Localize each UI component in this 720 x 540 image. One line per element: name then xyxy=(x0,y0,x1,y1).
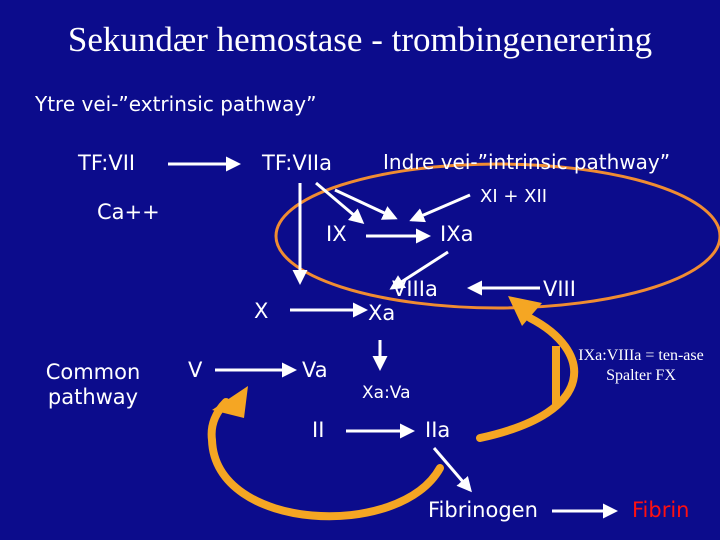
node-viii: VIII xyxy=(543,277,576,301)
orange-tenase-accent xyxy=(552,346,560,408)
orange-feedback-left xyxy=(212,402,440,516)
arrow-xixii-ixa xyxy=(412,195,470,220)
node-xa: Xa xyxy=(368,301,396,325)
page-title: Sekundær hemostase - trombingenerering xyxy=(67,20,653,59)
extrinsic-pathway-label: Ytre vei-”extrinsic pathway” xyxy=(35,92,317,116)
node-v: V xyxy=(188,358,203,382)
node-ix: IX xyxy=(326,222,347,246)
common-pathway-text: Common pathway xyxy=(45,360,141,410)
common-pathway-label xyxy=(38,360,148,410)
node-fibrinogen: Fibrinogen xyxy=(428,498,538,522)
tenase-note: IXa:VIIIa = ten-ase Spalter FX xyxy=(578,347,704,384)
node-va: Va xyxy=(302,358,328,382)
node-ca: Ca++ xyxy=(97,200,160,224)
node-x: X xyxy=(254,299,269,323)
node-xi-xii: XI + XII xyxy=(480,186,548,207)
node-tf-viia: TF:VIIa xyxy=(262,151,332,175)
node-xa-va: Xa:Va xyxy=(362,383,411,403)
arrow-tfviia-ix xyxy=(316,183,362,222)
node-fibrin: Fibrin xyxy=(632,498,690,522)
node-tf-vii: TF:VII xyxy=(78,151,136,175)
orange-feedback-right xyxy=(480,318,574,438)
node-ii: II xyxy=(312,418,325,442)
node-ixa: IXa xyxy=(440,222,474,246)
node-viiia: VIIIa xyxy=(392,277,438,301)
node-iia: IIa xyxy=(425,418,451,442)
arrow-to-ix-mid xyxy=(335,190,395,218)
intrinsic-pathway-label: Indre vei-”intrinsic pathway” xyxy=(383,150,671,174)
